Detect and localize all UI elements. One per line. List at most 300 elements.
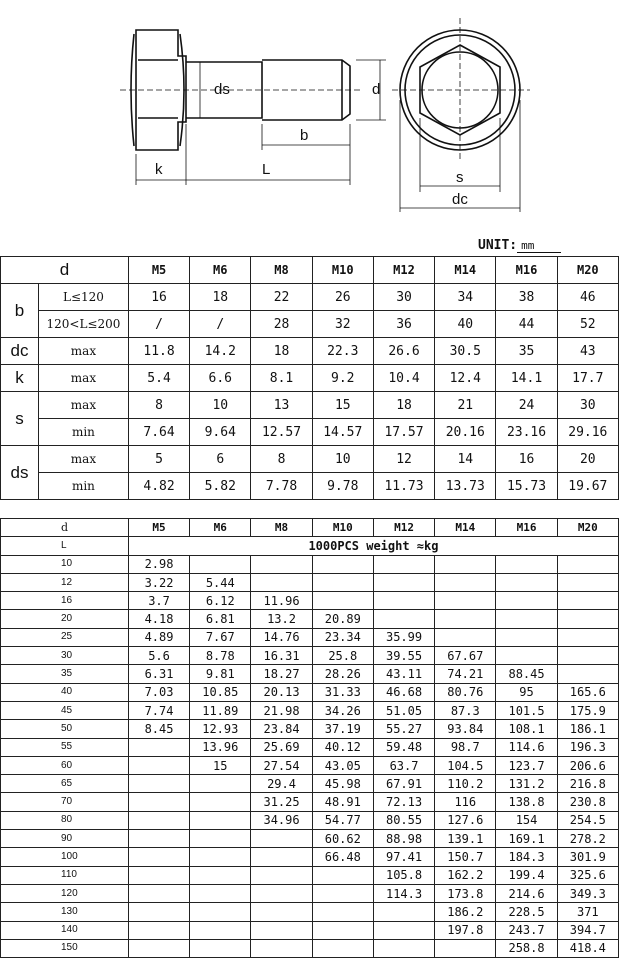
length-value: 150 [1,939,129,957]
weight-L-header: L [1,537,129,555]
weight-size-header: M6 [190,519,251,537]
length-value: 50 [1,720,129,738]
weight-value: 154 [496,811,557,829]
weight-value [128,921,189,939]
weight-row [1,720,619,738]
weight-value: 31.25 [251,793,312,811]
weight-value: 114.3 [373,884,434,902]
unit-value: mm [517,239,561,253]
bolt-drawing [0,0,620,235]
weight-size-header: M14 [435,519,496,537]
weight-value [373,939,434,957]
weight-value [190,884,251,902]
weight-row [1,775,619,793]
b-value: 44 [496,311,557,338]
weight-value: 98.7 [435,738,496,756]
ds-value: 19.67 [557,473,618,500]
length-value: 140 [1,921,129,939]
weight-value: 9.81 [190,665,251,683]
dc-value: 14.2 [190,338,251,365]
weight-value [190,903,251,921]
weight-row [1,738,619,756]
weight-value: 54.77 [312,811,373,829]
weight-value: 114.6 [496,738,557,756]
weight-value: 4.18 [128,610,189,628]
weight-value: 104.5 [435,756,496,774]
length-value: 16 [1,592,129,610]
weight-value [557,628,618,646]
weight-value: 20.13 [251,683,312,701]
b-value: 52 [557,311,618,338]
weight-value: 67.67 [435,647,496,665]
weight-value: 60.62 [312,830,373,848]
weight-value: 34.26 [312,701,373,719]
ds-value: 7.78 [251,473,312,500]
length-value: 130 [1,903,129,921]
weight-value: 10.85 [190,683,251,701]
ds-value: 15.73 [496,473,557,500]
weight-value: 7.74 [128,701,189,719]
weight-value: 16.31 [251,647,312,665]
weight-value: 39.55 [373,647,434,665]
weight-value: 11.89 [190,701,251,719]
dc-value: 30.5 [435,338,496,365]
b-value: 30 [373,284,434,311]
ds-value: 20 [557,446,618,473]
k-value: 14.1 [496,365,557,392]
ds-value: 13.73 [435,473,496,500]
b-row [1,284,619,311]
weight-row [1,830,619,848]
size-header: M5 [128,257,189,284]
s-value: 15 [312,392,373,419]
length-value: 20 [1,610,129,628]
weight-value: 46.68 [373,683,434,701]
weight-value [190,775,251,793]
weight-row [1,921,619,939]
dc-value: 22.3 [312,338,373,365]
weight-value [312,573,373,591]
weight-value [435,573,496,591]
b-value: 46 [557,284,618,311]
weight-value: 254.5 [557,811,618,829]
weight-value: 138.8 [496,793,557,811]
weight-value: 93.84 [435,720,496,738]
s-value: 21 [435,392,496,419]
s-value: 9.64 [190,419,251,446]
weight-value [496,628,557,646]
b-value: 18 [190,284,251,311]
weight-value: 123.7 [496,756,557,774]
weight-value: 6.81 [190,610,251,628]
size-header: M6 [190,257,251,284]
weight-value [251,921,312,939]
dc-value: 43 [557,338,618,365]
weight-value: 25.8 [312,647,373,665]
weight-value: 175.9 [557,701,618,719]
weight-value: 5.44 [190,573,251,591]
weight-value [128,793,189,811]
weight-size-header: M12 [373,519,434,537]
weight-value: 278.2 [557,830,618,848]
weight-value [312,884,373,902]
weight-value: 27.54 [251,756,312,774]
weight-value [128,775,189,793]
s-label: s [1,392,39,446]
weight-value: 21.98 [251,701,312,719]
unit-label-text: UNIT: [478,238,518,253]
s-value: 12.57 [251,419,312,446]
weight-value: 88.45 [496,665,557,683]
weight-value: 25.69 [251,738,312,756]
weight-value [128,866,189,884]
size-header: M10 [312,257,373,284]
weight-value: 40.12 [312,738,373,756]
weight-row [1,903,619,921]
weight-value: 418.4 [557,939,618,957]
weight-value: 131.2 [496,775,557,793]
d-header: d [1,257,129,284]
weight-value: 43.05 [312,756,373,774]
weight-value: 4.89 [128,628,189,646]
weight-value: 6.31 [128,665,189,683]
weight-value: 5.6 [128,647,189,665]
length-value: 90 [1,830,129,848]
weight-value [128,811,189,829]
weight-value: 150.7 [435,848,496,866]
weight-value: 301.9 [557,848,618,866]
weight-value [312,939,373,957]
weight-value: 8.45 [128,720,189,738]
b-value: 22 [251,284,312,311]
k-value: 10.4 [373,365,434,392]
weight-value [190,866,251,884]
weight-value [128,738,189,756]
weight-table [0,518,619,958]
weight-value [496,592,557,610]
weight-value [251,939,312,957]
weight-value: 101.5 [496,701,557,719]
ds-value: 14 [435,446,496,473]
ds-value: 9.78 [312,473,373,500]
weight-title-row [1,537,619,555]
weight-value [312,866,373,884]
s-value: 17.57 [373,419,434,446]
b-label: b [1,284,39,338]
weight-value: 199.4 [496,866,557,884]
weight-value [251,903,312,921]
unit-label [478,238,561,253]
dc-sub: max [38,338,128,365]
weight-title: 1000PCS weight ≈kg [128,537,618,555]
k-value: 12.4 [435,365,496,392]
weight-row [1,701,619,719]
s-row [1,392,619,419]
size-header: M14 [435,257,496,284]
dc-value: 26.6 [373,338,434,365]
dc-value: 11.8 [128,338,189,365]
b-value: 38 [496,284,557,311]
weight-value: 51.05 [373,701,434,719]
weight-value: 7.67 [190,628,251,646]
weight-value: 13.2 [251,610,312,628]
label-L: L [262,161,271,178]
weight-value [496,555,557,573]
s-sub: min [38,419,128,446]
s-value: 8 [128,392,189,419]
length-value: 55 [1,738,129,756]
weight-value [373,903,434,921]
weight-value: 48.91 [312,793,373,811]
weight-value: 87.3 [435,701,496,719]
k-value: 5.4 [128,365,189,392]
weight-value: 186.2 [435,903,496,921]
weight-value: 59.48 [373,738,434,756]
weight-row [1,756,619,774]
weight-value: 394.7 [557,921,618,939]
s-value: 18 [373,392,434,419]
weight-value: 169.1 [496,830,557,848]
k-value: 8.1 [251,365,312,392]
weight-value: 162.2 [435,866,496,884]
weight-value [190,939,251,957]
length-value: 65 [1,775,129,793]
b-condition: L≤120 [38,284,128,311]
weight-row [1,610,619,628]
b-value: 40 [435,311,496,338]
b-condition: 120<L≤200 [38,311,128,338]
dc-value: 18 [251,338,312,365]
ds-value: 4.82 [128,473,189,500]
s-value: 14.57 [312,419,373,446]
weight-value: 95 [496,683,557,701]
weight-value [251,555,312,573]
s-value: 24 [496,392,557,419]
weight-value [312,592,373,610]
weight-value: 97.41 [373,848,434,866]
weight-value: 186.1 [557,720,618,738]
k-value: 9.2 [312,365,373,392]
header-row [1,257,619,284]
b-value: / [128,311,189,338]
weight-value: 206.6 [557,756,618,774]
weight-value: 2.98 [128,555,189,573]
size-header: M20 [557,257,618,284]
weight-row [1,555,619,573]
weight-value: 28.26 [312,665,373,683]
length-value: 12 [1,573,129,591]
label-dc: dc [452,191,468,208]
s-value: 13 [251,392,312,419]
b-value: 32 [312,311,373,338]
b-value: / [190,311,251,338]
dimension-table [0,256,619,500]
weight-value: 34.96 [251,811,312,829]
weight-value: 15 [190,756,251,774]
k-value: 6.6 [190,365,251,392]
ds-value: 5 [128,446,189,473]
label-d: d [372,81,381,98]
length-value: 110 [1,866,129,884]
label-b: b [300,127,309,144]
weight-value: 55.27 [373,720,434,738]
weight-value: 184.3 [496,848,557,866]
k-label: k [1,365,39,392]
weight-value: 8.78 [190,647,251,665]
ds-value: 12 [373,446,434,473]
dc-label: dc [1,338,39,365]
length-value: 30 [1,647,129,665]
b-value: 28 [251,311,312,338]
s-sub: max [38,392,128,419]
weight-value: 325.6 [557,866,618,884]
weight-value [251,848,312,866]
weight-value [190,830,251,848]
length-value: 35 [1,665,129,683]
label-k: k [155,161,163,178]
b-value: 34 [435,284,496,311]
ds-sub: max [38,446,128,473]
dc-value: 35 [496,338,557,365]
weight-value [557,592,618,610]
length-value: 40 [1,683,129,701]
weight-value: 197.8 [435,921,496,939]
weight-value [373,610,434,628]
weight-value: 14.76 [251,628,312,646]
weight-value: 80.55 [373,811,434,829]
b-value: 36 [373,311,434,338]
ds-value: 5.82 [190,473,251,500]
weight-value [435,555,496,573]
s-row [1,419,619,446]
weight-value: 110.2 [435,775,496,793]
weight-row [1,939,619,957]
weight-value: 214.6 [496,884,557,902]
weight-row [1,811,619,829]
s-value: 23.16 [496,419,557,446]
weight-value [251,884,312,902]
b-value: 16 [128,284,189,311]
weight-value [496,610,557,628]
weight-value [373,555,434,573]
length-value: 120 [1,884,129,902]
weight-row [1,628,619,646]
weight-value [312,921,373,939]
weight-value: 66.48 [312,848,373,866]
weight-value: 72.13 [373,793,434,811]
weight-value: 165.6 [557,683,618,701]
s-value: 29.16 [557,419,618,446]
weight-value: 18.27 [251,665,312,683]
weight-value [251,866,312,884]
weight-row [1,647,619,665]
weight-value: 7.03 [128,683,189,701]
weight-value: 23.34 [312,628,373,646]
weight-row [1,573,619,591]
weight-value: 228.5 [496,903,557,921]
weight-row [1,683,619,701]
weight-value: 349.3 [557,884,618,902]
weight-row [1,884,619,902]
weight-value [128,756,189,774]
weight-value [557,665,618,683]
weight-value: 67.91 [373,775,434,793]
label-s: s [456,169,464,186]
size-header: M8 [251,257,312,284]
weight-value [190,921,251,939]
ds-row [1,446,619,473]
weight-value: 6.12 [190,592,251,610]
weight-value: 88.98 [373,830,434,848]
weight-value: 243.7 [496,921,557,939]
ds-label: ds [1,446,39,500]
weight-d-header: d [1,519,129,537]
weight-value: 3.7 [128,592,189,610]
weight-value: 105.8 [373,866,434,884]
weight-row [1,848,619,866]
k-value: 17.7 [557,365,618,392]
weight-value [128,830,189,848]
label-ds: ds [214,81,230,98]
s-value: 30 [557,392,618,419]
s-value: 7.64 [128,419,189,446]
weight-value: 258.8 [496,939,557,957]
k-row [1,365,619,392]
length-value: 60 [1,756,129,774]
weight-value [251,573,312,591]
weight-value: 108.1 [496,720,557,738]
ds-value: 10 [312,446,373,473]
weight-value: 230.8 [557,793,618,811]
weight-value: 23.84 [251,720,312,738]
weight-value: 139.1 [435,830,496,848]
weight-value [128,848,189,866]
weight-value: 173.8 [435,884,496,902]
weight-value: 31.33 [312,683,373,701]
weight-value: 20.89 [312,610,373,628]
weight-value [435,628,496,646]
ds-value: 6 [190,446,251,473]
weight-value: 11.96 [251,592,312,610]
dc-row [1,338,619,365]
ds-value: 16 [496,446,557,473]
weight-row [1,866,619,884]
weight-value [190,793,251,811]
weight-header-row [1,519,619,537]
weight-value: 74.21 [435,665,496,683]
weight-value [251,830,312,848]
weight-value: 196.3 [557,738,618,756]
weight-size-header: M5 [128,519,189,537]
length-value: 25 [1,628,129,646]
s-value: 20.16 [435,419,496,446]
weight-value: 371 [557,903,618,921]
weight-row [1,793,619,811]
ds-row [1,473,619,500]
weight-value [128,939,189,957]
weight-value [312,555,373,573]
weight-value [373,592,434,610]
weight-value: 63.7 [373,756,434,774]
weight-value: 35.99 [373,628,434,646]
weight-value [373,573,434,591]
weight-size-header: M16 [496,519,557,537]
weight-value: 3.22 [128,573,189,591]
weight-value [373,921,434,939]
weight-value [557,555,618,573]
k-sub: max [38,365,128,392]
weight-value [312,903,373,921]
